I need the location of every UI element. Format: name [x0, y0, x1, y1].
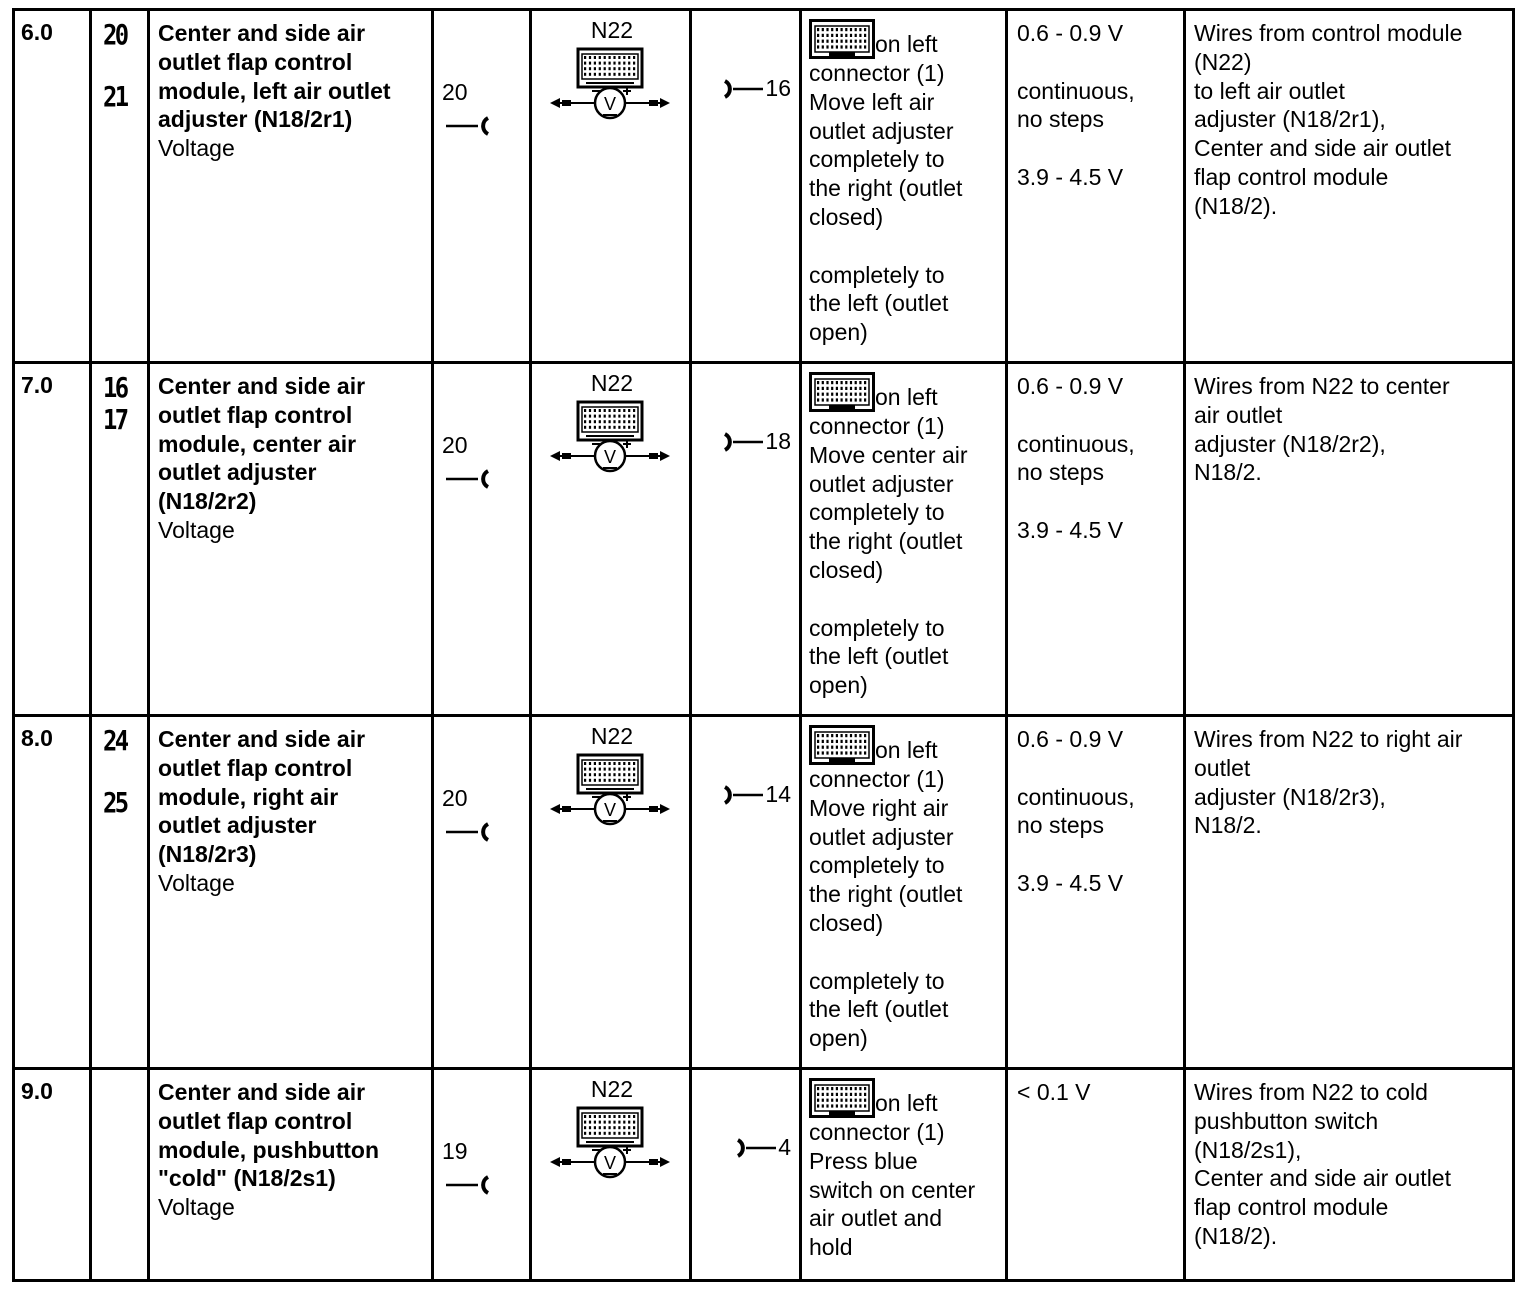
nominal-value-line: no steps	[1017, 812, 1104, 839]
meter-label: N22	[590, 370, 634, 396]
connector-grid-icon	[809, 372, 875, 412]
pin-cell	[91, 363, 149, 716]
connector-cell	[691, 363, 801, 716]
pin-number: 24	[103, 724, 127, 757]
component-name-line: outlet adjuster	[158, 459, 317, 486]
svg-text:V: V	[603, 447, 617, 467]
possible-cause	[1185, 10, 1514, 363]
pin-cell	[91, 716, 149, 1069]
plug-icon	[721, 77, 765, 101]
component-name-line: module, left air outlet	[158, 77, 391, 104]
nominal-value-line: 0.6 - 0.9 V	[1017, 20, 1124, 46]
remedy-line: flap control module	[1194, 163, 1389, 190]
plug-icon	[734, 1136, 778, 1160]
condition-line: hold	[809, 1234, 853, 1261]
tool-number: 20	[442, 79, 468, 105]
measurement-type: Voltage	[158, 516, 235, 543]
remedy-line: Center and side air outlet	[1194, 135, 1451, 162]
voltmeter-icon	[546, 368, 676, 478]
condition-line: completely to	[809, 852, 945, 879]
step-number	[14, 1069, 91, 1281]
pin-cell	[91, 1069, 149, 1281]
component-name-line: outlet flap control	[158, 1107, 353, 1134]
connector-cell	[691, 1069, 801, 1281]
nominal-value-line	[1017, 487, 1179, 516]
tool-cell	[433, 716, 531, 1069]
condition-first-line	[809, 19, 1001, 59]
condition-line: the left (outlet	[809, 996, 949, 1023]
condition-first-line	[809, 1078, 1001, 1118]
measurement-type: Voltage	[158, 135, 235, 162]
test-socket-icon	[444, 114, 494, 138]
pin-number: 20	[103, 18, 127, 51]
condition-line: connector (1)	[809, 766, 945, 792]
connector-grid-icon	[809, 1078, 875, 1118]
nominal-value-line	[1017, 754, 1179, 783]
component-name-line: (N18/2r2)	[158, 488, 257, 515]
connector-pin-number: 18	[765, 428, 791, 454]
component-name-line: module, pushbutton	[158, 1136, 380, 1163]
tool-number: 20	[442, 785, 468, 811]
condition-line: the right (outlet	[809, 175, 963, 202]
voltmeter-icon	[546, 721, 676, 831]
svg-text:V: V	[603, 1153, 617, 1173]
component-name-line: outlet adjuster	[158, 812, 317, 839]
pin-cell	[91, 10, 149, 363]
component-name-line: outlet flap control	[158, 48, 353, 75]
spacer	[809, 585, 1001, 614]
condition-line: Move right air	[809, 794, 949, 821]
plug-icon	[721, 430, 765, 454]
nominal-value-line: 0.6 - 0.9 V	[1017, 373, 1124, 399]
component-name-line: outlet flap control	[158, 754, 353, 781]
plug-icon	[721, 783, 765, 807]
condition-line: air outlet and	[809, 1205, 942, 1232]
component-description	[149, 1069, 433, 1281]
connector-cell	[691, 716, 801, 1069]
connector-pin	[721, 781, 791, 808]
condition-line: Move center air	[809, 441, 968, 468]
nominal-value-line	[1017, 134, 1179, 163]
remedy-line: to left air outlet	[1194, 77, 1345, 104]
nominal-value-line: 0.6 - 0.9 V	[1017, 726, 1124, 752]
nominal-value-line	[1017, 840, 1179, 869]
pin-number: 21	[103, 80, 127, 113]
measurement-type: Voltage	[158, 1194, 235, 1221]
condition-first-line	[809, 372, 1001, 412]
condition-line: completely to	[809, 146, 945, 173]
nominal-value	[1007, 716, 1185, 1069]
step-number-text: 9.0	[21, 1078, 53, 1104]
connector-pin	[721, 75, 791, 102]
meter-cell	[531, 10, 691, 363]
tool-number: 19	[442, 1138, 468, 1164]
remedy-line: (N18/2).	[1194, 192, 1278, 219]
pin-number: 25	[103, 786, 127, 819]
step-number-text: 7.0	[21, 372, 53, 398]
component-name-line: Center and side air	[158, 20, 366, 46]
component-name-line: adjuster (N18/2r1)	[158, 106, 353, 133]
voltmeter-icon	[546, 15, 676, 125]
test-socket-icon	[444, 1173, 494, 1197]
remedy-line: outlet	[1194, 754, 1251, 781]
remedy-line: flap control module	[1194, 1194, 1389, 1221]
nominal-value-line: continuous,	[1017, 430, 1135, 457]
condition-line: Move left air	[809, 88, 935, 115]
step-number-text: 8.0	[21, 725, 53, 751]
step-number	[14, 716, 91, 1069]
measurement-type: Voltage	[158, 869, 235, 896]
connector-pin	[721, 428, 791, 455]
nominal-value-line: 3.9 - 4.5 V	[1017, 516, 1124, 543]
component-description	[149, 363, 433, 716]
remedy-line: air outlet	[1194, 401, 1283, 428]
test-procedure-table	[12, 8, 1515, 1282]
nominal-value-line	[1017, 401, 1179, 430]
condition-line: completely to	[809, 499, 945, 526]
connector-pin-number: 14	[765, 781, 791, 807]
remedy-line: adjuster (N18/2r1),	[1194, 106, 1386, 133]
condition-text: on left	[875, 737, 938, 764]
remedy-line: N18/2.	[1194, 812, 1262, 839]
meter-cell	[531, 716, 691, 1069]
nominal-value-line: 3.9 - 4.5 V	[1017, 869, 1124, 896]
meter-label: N22	[590, 17, 634, 43]
remedy-line: Center and side air outlet	[1194, 1165, 1451, 1192]
condition-text: on left	[875, 384, 938, 411]
remedy-line: (N22)	[1194, 48, 1252, 75]
condition-line: closed)	[809, 909, 884, 936]
table-row	[14, 716, 1514, 1069]
nominal-value-line: continuous,	[1017, 77, 1135, 104]
step-number	[14, 363, 91, 716]
meter-cell	[531, 1069, 691, 1281]
spacer	[809, 232, 1001, 261]
test-condition	[801, 363, 1007, 716]
component-name-line: module, right air	[158, 783, 339, 810]
condition-line: closed)	[809, 203, 884, 230]
condition-line: connector (1)	[809, 60, 945, 86]
component-name-line: "cold" (N18/2s1)	[158, 1165, 336, 1192]
condition-line: closed)	[809, 556, 884, 583]
component-name-line: Center and side air	[158, 373, 366, 399]
condition-line: switch on center	[809, 1176, 976, 1203]
condition-line: open)	[809, 319, 868, 346]
nominal-value-line: continuous,	[1017, 783, 1135, 810]
component-name-line: Center and side air	[158, 726, 366, 752]
nominal-value	[1007, 1069, 1185, 1281]
condition-line: connector (1)	[809, 413, 945, 439]
tool-number: 20	[442, 432, 468, 458]
condition-line: connector (1)	[809, 1119, 945, 1145]
remedy-line: adjuster (N18/2r3),	[1194, 783, 1386, 810]
component-name-line: Center and side air	[158, 1079, 366, 1105]
tool-cell	[433, 10, 531, 363]
connector-pin-number: 4	[778, 1134, 791, 1160]
table-row	[14, 10, 1514, 363]
component-name-line: outlet flap control	[158, 401, 353, 428]
possible-cause	[1185, 716, 1514, 1069]
remedy-line: adjuster (N18/2r2),	[1194, 430, 1386, 457]
step-number	[14, 10, 91, 363]
component-description	[149, 716, 433, 1069]
table-row	[14, 1069, 1514, 1281]
remedy-line: Wires from N22 to center	[1194, 373, 1450, 399]
remedy-line: N18/2.	[1194, 459, 1262, 486]
connector-pin	[734, 1134, 791, 1161]
tool-cell	[433, 363, 531, 716]
pin-number: 16	[103, 371, 127, 404]
nominal-value-line: < 0.1 V	[1017, 1079, 1091, 1105]
nominal-value-line	[1017, 48, 1179, 77]
connector-grid-icon	[809, 725, 875, 765]
condition-line: outlet adjuster	[809, 470, 954, 497]
svg-text:V: V	[603, 94, 617, 114]
condition-line: completely to	[809, 261, 945, 288]
remedy-line: Wires from N22 to right air	[1194, 726, 1463, 752]
condition-line: open)	[809, 1025, 868, 1052]
condition-text: on left	[875, 31, 938, 58]
condition-line: Press blue	[809, 1147, 918, 1174]
meter-label: N22	[590, 1076, 634, 1102]
remedy-line: (N18/2s1),	[1194, 1136, 1302, 1163]
condition-line: the left (outlet	[809, 643, 949, 670]
condition-first-line	[809, 725, 1001, 765]
table-row	[14, 363, 1514, 716]
condition-text: on left	[875, 1090, 938, 1117]
nominal-value-line: 3.9 - 4.5 V	[1017, 163, 1124, 190]
meter-cell	[531, 363, 691, 716]
remedy-line: (N18/2).	[1194, 1222, 1278, 1249]
condition-line: outlet adjuster	[809, 823, 954, 850]
tool-cell	[433, 1069, 531, 1281]
nominal-value-line: no steps	[1017, 459, 1104, 486]
meter-label: N22	[590, 723, 634, 749]
nominal-value	[1007, 10, 1185, 363]
component-description	[149, 10, 433, 363]
voltmeter-icon	[546, 1074, 676, 1184]
step-number-text: 6.0	[21, 19, 53, 45]
remedy-line: pushbutton switch	[1194, 1107, 1379, 1134]
test-condition	[801, 10, 1007, 363]
test-condition	[801, 1069, 1007, 1281]
condition-line: the left (outlet	[809, 290, 949, 317]
svg-text:V: V	[603, 800, 617, 820]
condition-line: completely to	[809, 967, 945, 994]
possible-cause	[1185, 363, 1514, 716]
test-socket-icon	[444, 820, 494, 844]
test-socket-icon	[444, 467, 494, 491]
connector-grid-icon	[809, 19, 875, 59]
condition-line: outlet adjuster	[809, 117, 954, 144]
condition-line: the right (outlet	[809, 881, 963, 908]
component-name-line: module, center air	[158, 430, 357, 457]
connector-pin-number: 16	[765, 75, 791, 101]
nominal-value-line: no steps	[1017, 106, 1104, 133]
condition-line: the right (outlet	[809, 528, 963, 555]
remedy-line: Wires from N22 to cold	[1194, 1079, 1428, 1105]
component-name-line: (N18/2r3)	[158, 841, 257, 868]
condition-line: open)	[809, 672, 868, 699]
test-condition	[801, 716, 1007, 1069]
nominal-value	[1007, 363, 1185, 716]
spacer	[809, 938, 1001, 967]
remedy-line: Wires from control module	[1194, 20, 1463, 46]
possible-cause	[1185, 1069, 1514, 1281]
pin-number: 17	[103, 403, 127, 436]
condition-line: completely to	[809, 614, 945, 641]
connector-cell	[691, 10, 801, 363]
